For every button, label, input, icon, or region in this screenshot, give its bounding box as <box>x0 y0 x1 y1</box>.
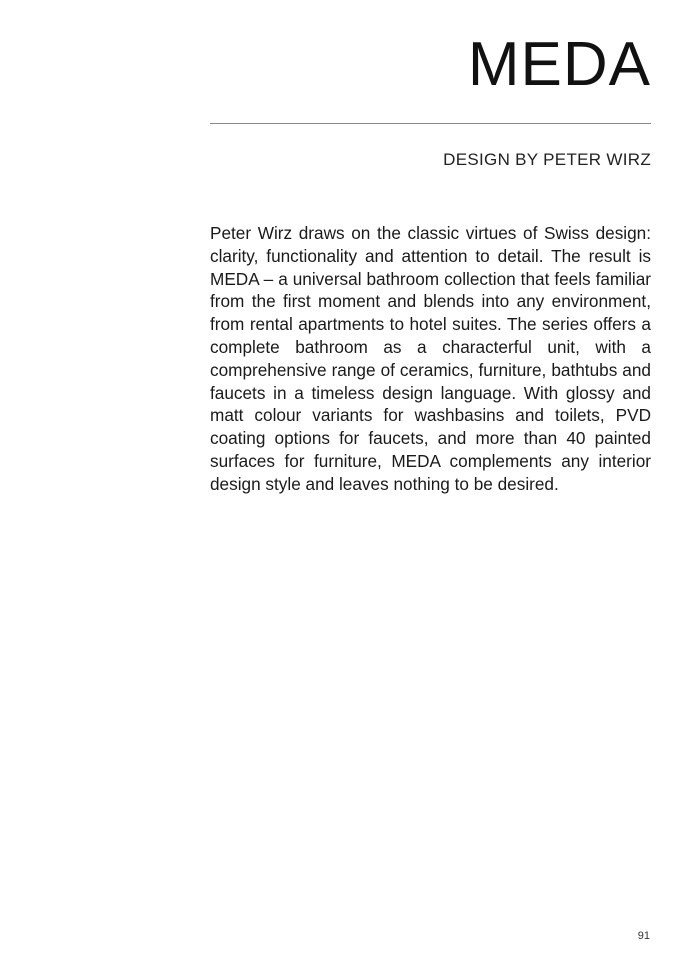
title-divider <box>210 123 651 124</box>
page-number: 91 <box>637 930 650 942</box>
designer-byline: DESIGN BY PETER WIRZ <box>443 150 651 169</box>
page-title: MEDA <box>467 30 651 99</box>
body-paragraph: Peter Wirz draws on the classic virtues of Swiss design: clarity, functionality and attention to detail. The result is MEDA – a universal bathroom collection that feels familiar from the first moment and blends into any environment, from rental apartments to hotel suites. The series offers a complete bathroom as a characterful unit, with a comprehensive range of ceramics, furniture, bathtubs and faucets in a timeless design language. With glossy and matt colour variants for washbasins and toilets, PVD coating options for faucets, and more than 40 painted surfaces for furniture, MEDA complements any interior design style and leaves nothing to be desired. <box>210 223 651 494</box>
